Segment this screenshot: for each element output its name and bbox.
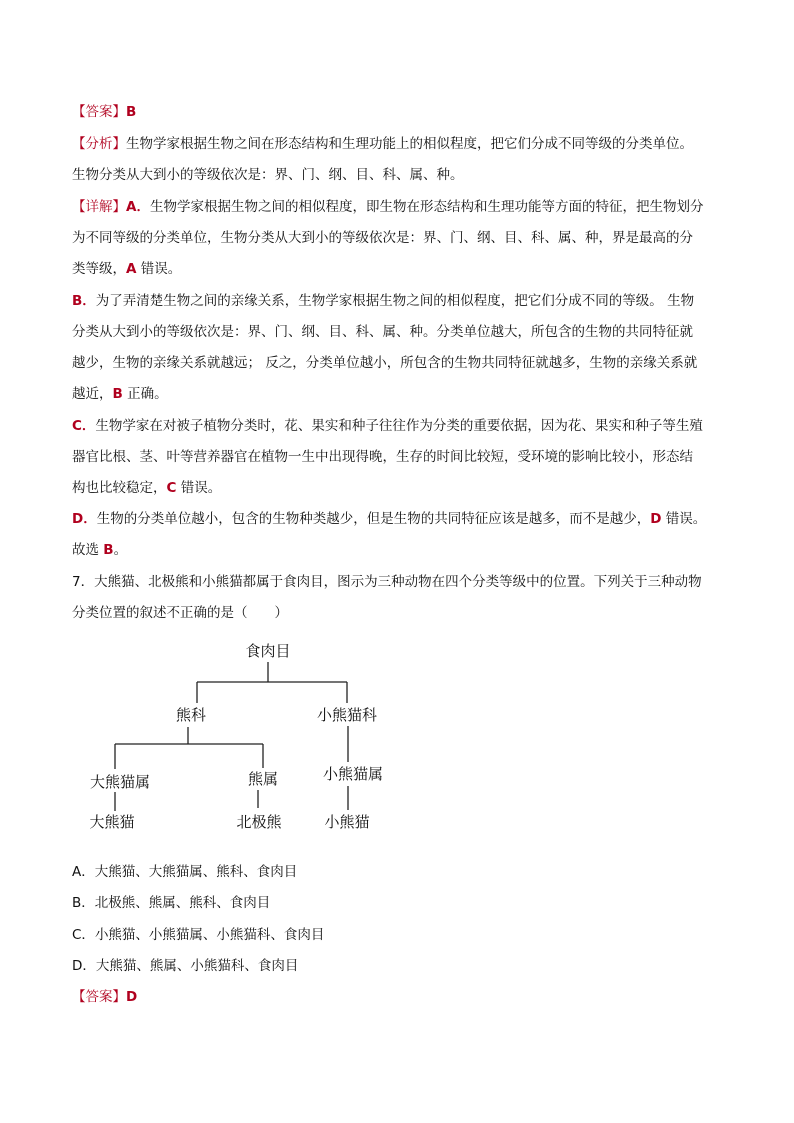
detail-a-line-2 — [72, 228, 693, 248]
option-a — [72, 862, 297, 882]
question-number: 7． — [72, 574, 95, 590]
detail-c-verdict: 错误。 — [176, 480, 222, 496]
analysis-text-2: 生物分类从大到小的等级依次是：界、门、纲、目、科、属、种。 — [72, 167, 464, 183]
option-d-text: 大熊猫、熊属、小熊猫科、食肉目 — [95, 958, 299, 974]
taxonomy-tree — [60, 630, 420, 840]
tree-node-genus-ursus: 熊属 — [247, 770, 279, 788]
analysis-text-1: 生物学家根据生物之间在形态结构和生理功能上的相似程度，把它们分成不同等级的分类单位。 — [126, 136, 693, 152]
detail-d-line-1 — [72, 509, 706, 529]
analysis-tag: 【分析】 — [72, 136, 126, 152]
detail-a-line-1 — [72, 197, 703, 217]
answer-tag-2: 【答案】 — [72, 989, 126, 1005]
detail-a-text-3: 类等级， — [72, 261, 126, 277]
tree-node-order: 食肉目 — [245, 642, 291, 660]
tree-node-family-red-panda: 小熊猫科 — [316, 706, 378, 724]
option-c-label: C． — [72, 418, 96, 434]
answer-value-2: D — [126, 989, 138, 1005]
detail-b-letter: B — [112, 386, 123, 402]
detail-c-text-2: 器官比根、茎、叶等营养器官在植物一生中出现得晚，生存的时间比较短，受环境的影响比较小，形态结 — [72, 449, 693, 465]
option-c-text: 小熊猫、小熊猫属、小熊猫科、食肉目 — [94, 927, 325, 943]
detail-c-letter: C — [166, 480, 177, 496]
option-b-letter: B． — [72, 895, 95, 911]
detail-a-text-2: 为不同等级的分类单位，生物分类从大到小的等级依次是：界、门、纲、目、科、属、种，界是最高的分 — [72, 230, 693, 246]
detail-b-text-2: 分类从大到小的等级依次是：界、门、纲、目、科、属、种。分类单位越大，所包含的生物的共同特征就 — [72, 324, 693, 340]
detail-b-text-1: 为了弄清楚生物之间的亲缘关系，生物学家根据生物之间的相似程度，把它们分成不同的等级。 生物 — [95, 293, 695, 309]
detail-c-line-3 — [72, 478, 221, 498]
question-line-1 — [72, 572, 702, 592]
detail-d-verdict: 错误。 — [661, 511, 707, 527]
tree-node-species-red-panda: 小熊猫 — [324, 813, 370, 831]
detail-c-line-1 — [72, 416, 703, 436]
tree-connectors — [60, 630, 420, 840]
question-line-2 — [72, 603, 288, 623]
conclusion-letter: B — [103, 542, 114, 558]
detail-b-text-3: 越少，生物的亲缘关系就越远； 反之，分类单位越小，所包含的生物共同特征就越多，生物的亲缘关系就 — [72, 355, 698, 371]
analysis-line-2 — [72, 165, 464, 185]
detail-b-line-1 — [72, 291, 694, 311]
detail-c-text-3: 构也比较稳定， — [72, 480, 167, 496]
option-d-letter: D． — [72, 958, 96, 974]
option-b-label: B． — [72, 293, 96, 309]
tree-node-family-bear: 熊科 — [175, 706, 207, 724]
conclusion-end: 。 — [113, 542, 128, 558]
option-c-letter: C． — [72, 927, 95, 943]
option-a-letter: A． — [72, 864, 95, 880]
conclusion-text: 故选 — [72, 542, 104, 558]
detail-tag: 【详解】 — [72, 199, 126, 215]
detail-b-line-4 — [72, 384, 168, 404]
detail-a-letter: A — [126, 261, 137, 277]
conclusion-line — [72, 540, 127, 560]
option-c — [72, 925, 324, 945]
tree-node-genus-giant-panda: 大熊猫属 — [89, 773, 151, 791]
detail-a-text-1: 生物学家根据生物之间的相似程度，即生物在形态结构和生理功能等方面的特征，把生物划分 — [149, 199, 704, 215]
answer-line — [72, 102, 136, 122]
detail-b-text-4: 越近， — [72, 386, 113, 402]
option-d-label: D． — [72, 511, 97, 527]
option-b-text: 北极熊、熊属、熊科、食肉目 — [94, 895, 271, 911]
option-b — [72, 893, 270, 913]
detail-d-text-1: 生物的分类单位越小，包含的生物种类越少，但是生物的共同特征应该是越多，而不是越少， — [96, 511, 651, 527]
detail-d-letter: D — [650, 511, 662, 527]
detail-c-text-1: 生物学家在对被子植物分类时，花、果实和种子往往作为分类的重要依据，因为花、果实和种子等生殖 — [95, 418, 703, 434]
answer-tag: 【答案】 — [72, 104, 126, 120]
detail-a-verdict: 错误。 — [136, 261, 182, 277]
option-a-label: A． — [126, 199, 150, 215]
question-text-1: 大熊猫、北极熊和小熊猫都属于食肉目，图示为三种动物在四个分类等级中的位置。下列关于三种动物 — [94, 574, 702, 590]
detail-b-line-2 — [72, 322, 693, 342]
detail-c-line-2 — [72, 447, 693, 467]
detail-b-line-3 — [72, 353, 697, 373]
tree-node-species-giant-panda: 大熊猫 — [89, 813, 135, 831]
question-text-2: 分类位置的叙述不正确的是（ ） — [72, 605, 288, 621]
detail-b-verdict: 正确。 — [122, 386, 168, 402]
option-d — [72, 956, 298, 976]
answer-value: B — [126, 104, 137, 120]
tree-node-species-polar-bear: 北极熊 — [236, 813, 282, 831]
tree-node-genus-red-panda: 小熊猫属 — [322, 765, 384, 783]
answer-line-2 — [72, 987, 137, 1007]
detail-a-line-3 — [72, 259, 181, 279]
option-a-text: 大熊猫、大熊猫属、熊科、食肉目 — [94, 864, 298, 880]
analysis-line-1 — [72, 134, 693, 154]
